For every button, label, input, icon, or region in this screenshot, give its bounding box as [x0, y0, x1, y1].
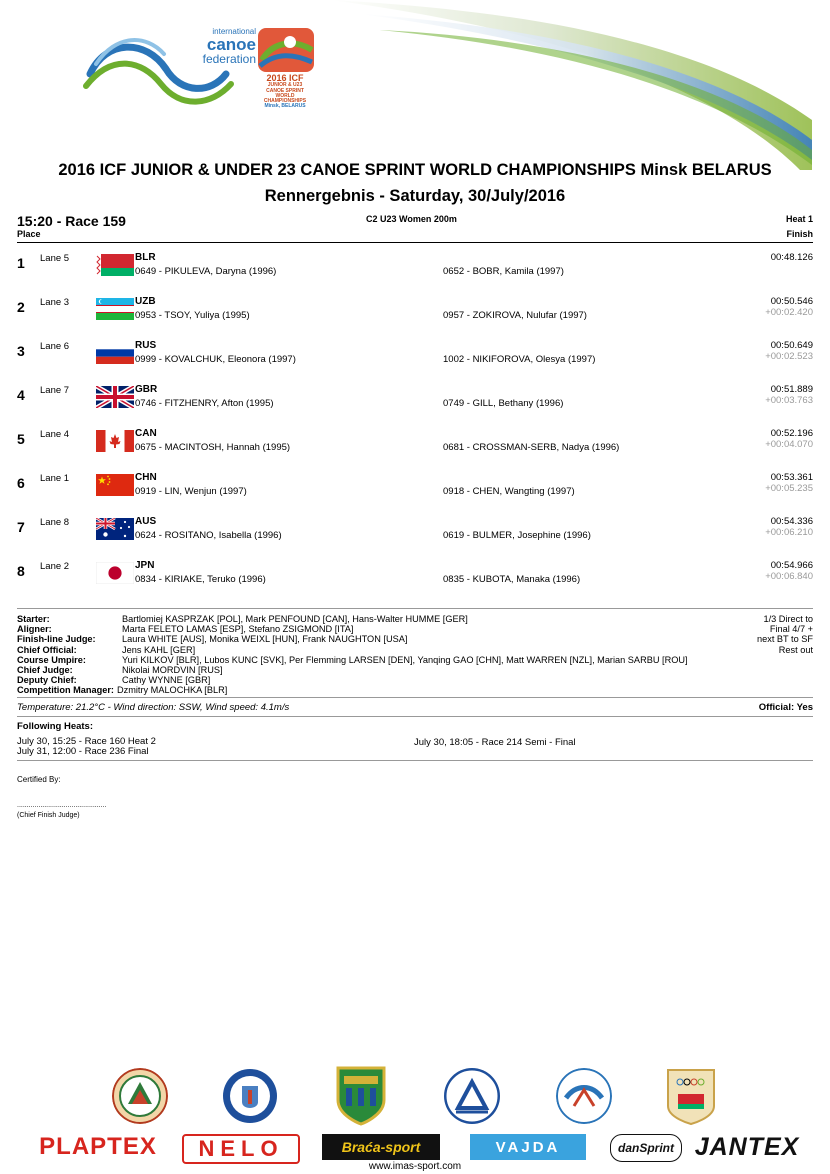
time-behind: +00:03.763: [765, 395, 813, 406]
nation-code: RUS: [135, 340, 157, 351]
lane-label: Lane 1: [40, 473, 70, 484]
progression-rules: [757, 614, 813, 655]
lane-label: Lane 6: [40, 341, 70, 352]
progression-line: Rest out: [778, 644, 813, 655]
result-row: [17, 252, 813, 292]
official-role: Course Umpire:: [17, 654, 86, 665]
progression-line: next BT to SF: [757, 634, 813, 645]
following-heats-left: [17, 737, 156, 757]
website-url: www.imas-sport.com: [368, 1161, 462, 1172]
nation-code: AUS: [135, 516, 157, 527]
flag-aus-icon: [96, 518, 134, 540]
results-divider: [17, 608, 813, 609]
official-row: [17, 645, 688, 655]
page-subtitle: Rennergebnis - Saturday, 30/July/2016: [264, 187, 566, 205]
icf-logo-line2: canoe: [206, 35, 256, 54]
finish-time: 00:50.649: [770, 340, 813, 351]
officials-list: [17, 614, 688, 696]
lane-label: Lane 8: [40, 517, 70, 528]
race-time-number: 15:20 - Race 159: [17, 213, 126, 229]
nation-code: CHN: [135, 472, 157, 483]
seal-emblem-5-icon: [556, 1068, 612, 1124]
flag-blr-icon: [96, 254, 134, 276]
place-number: 8: [17, 563, 25, 579]
athlete-1: 0649 - PIKULEVA, Daryna (1996): [135, 266, 277, 277]
nation-code: GBR: [135, 384, 158, 395]
place-number: 6: [17, 475, 25, 491]
athlete-2: 0957 - ZOKIROVA, Nulufar (1997): [443, 310, 587, 321]
time-behind: +00:02.420: [765, 307, 813, 318]
sponsor-plaptex: PLAPTEX: [39, 1133, 157, 1160]
athlete-1: 0999 - KOVALCHUK, Eleonora (1997): [135, 354, 296, 365]
official-role: Competition Manager:: [17, 685, 114, 696]
time-behind: +00:06.840: [765, 571, 813, 582]
official-names: Nikolai MORDVIN [RUS]: [122, 665, 223, 676]
official-row: [17, 614, 688, 624]
weather-info: Temperature: 21.2°C - Wind direction: SSW, Wind speed: 4.1m/s: [17, 702, 290, 713]
time-behind: +00:05.235: [765, 483, 813, 494]
athlete-1: 0834 - KIRIAKE, Teruko (1996): [135, 574, 266, 585]
athlete-2: 1002 - NIKIFOROVA, Olesya (1997): [443, 354, 596, 365]
icf-logo-text: [176, 28, 256, 65]
finish-time: 00:54.966: [770, 560, 813, 571]
athlete-1: 0919 - LIN, Wenjun (1997): [135, 486, 247, 497]
following-divider: [17, 760, 813, 761]
official-names: Cathy WYNNE [GBR]: [122, 675, 211, 686]
official-names: Laura WHITE [AUS], Monika WEIXL [HUN], Frank NAUGHTON [USA]: [122, 634, 408, 645]
flag-gbr-icon: [96, 386, 134, 408]
flag-chn-icon: [96, 474, 134, 496]
signature-role: (Chief Finish Judge): [17, 812, 80, 819]
nation-code: CAN: [135, 428, 157, 439]
place-number: 1: [17, 255, 25, 271]
sponsor-dansprint: danSprint: [610, 1134, 682, 1162]
seal-emblem-4-icon: [444, 1068, 500, 1124]
official-names: Bartlomiej KASPRZAK [POL], Mark PENFOUND [CAN], Hans-Walter HUMME [GER]: [122, 614, 468, 624]
official-names: Jens KAHL [GER]: [122, 644, 196, 655]
progression-line: Final 4/7 +: [769, 624, 813, 635]
nation-code: UZB: [135, 296, 156, 307]
event-name: C2 U23 Women 200m: [366, 214, 457, 224]
finish-time: 00:50.546: [770, 296, 813, 307]
result-row: [17, 384, 813, 424]
official-row: [17, 675, 688, 685]
following-heats-label: Following Heats:: [17, 721, 93, 732]
official-row: [17, 685, 688, 695]
finish-column-header: Finish: [786, 229, 813, 239]
seal-emblem-3-icon: [334, 1064, 388, 1126]
finish-time: 00:51.889: [770, 384, 813, 395]
result-row: [17, 428, 813, 468]
header-swoosh-graphic: [0, 0, 830, 170]
athlete-1: 0624 - ROSITANO, Isabella (1996): [135, 530, 282, 541]
lane-label: Lane 5: [40, 253, 70, 264]
official-status: Official: Yes: [758, 702, 813, 713]
official-role: Starter:: [17, 614, 50, 624]
result-row: [17, 472, 813, 512]
icf-logo-line1: international: [212, 27, 256, 36]
officials-divider: [17, 697, 813, 698]
place-number: 5: [17, 431, 25, 447]
place-number: 4: [17, 387, 25, 403]
flag-jpn-icon: [96, 562, 134, 584]
event-logo: [258, 28, 314, 72]
lane-label: Lane 3: [40, 297, 70, 308]
event-logo-line2: JUNIOR & U23: [267, 82, 303, 89]
official-role: Chief Official:: [17, 644, 77, 655]
finish-time: 00:53.361: [770, 472, 813, 483]
place-number: 2: [17, 299, 25, 315]
official-names: Dzmitry MALOCHKA [BLR]: [116, 685, 228, 696]
icf-logo-line3: federation: [202, 52, 256, 66]
time-behind: +00:02.523: [765, 351, 813, 362]
result-row: [17, 516, 813, 556]
result-row: [17, 340, 813, 380]
time-behind: +00:04.070: [765, 439, 813, 450]
lane-label: Lane 4: [40, 429, 70, 440]
nation-code: JPN: [135, 560, 155, 571]
sponsor-braca-sport: Braća-sport: [322, 1134, 440, 1160]
lane-label: Lane 7: [40, 385, 70, 396]
following-heat: July 30, 18:05 - Race 214 Semi - Final: [414, 737, 576, 748]
official-row: [17, 634, 688, 644]
result-row: [17, 560, 813, 600]
seal-emblem-1-icon: [112, 1068, 168, 1124]
place-column-header: Place: [17, 229, 41, 239]
athlete-2: 0918 - CHEN, Wangting (1997): [443, 486, 575, 497]
place-number: 3: [17, 343, 25, 359]
event-logo-line4: WORLD CHAMPIONSHIPS: [263, 92, 307, 105]
time-behind: +00:06.210: [765, 527, 813, 538]
flag-can-icon: [96, 430, 134, 452]
official-role: Deputy Chief:: [17, 675, 77, 686]
athlete-1: 0675 - MACINTOSH, Hannah (1995): [135, 442, 291, 453]
finish-time: 00:52.196: [770, 428, 813, 439]
official-role: Aligner:: [17, 624, 52, 635]
event-logo-line3: CANOE SPRINT: [266, 87, 304, 94]
event-logo-line5: Minsk, BELARUS: [264, 103, 306, 110]
athlete-2: 0619 - BULMER, Josephine (1996): [443, 530, 591, 541]
seal-emblem-2-icon: [222, 1068, 278, 1124]
nation-code: BLR: [135, 252, 156, 263]
certified-by-label: Certified By:: [17, 775, 61, 784]
signature-line: ..............................................: [17, 802, 107, 809]
following-heat: July 31, 12:00 - Race 236 Final: [17, 746, 149, 757]
flag-uzb-icon: [96, 298, 134, 320]
athlete-2: 0681 - CROSSMAN-SERB, Nadya (1996): [443, 442, 620, 453]
official-role: Finish-line Judge:: [17, 634, 96, 645]
event-logo-text: [255, 74, 315, 110]
header-divider: [17, 242, 813, 243]
official-names: Marta FELETO LAMAS [ESP], Stefano ZSIGMOND [ITA]: [122, 624, 354, 635]
finish-time: 00:54.336: [770, 516, 813, 527]
official-row: [17, 624, 688, 634]
sponsor-vajda: VAJDA: [470, 1134, 586, 1160]
official-names: Yuri KILKOV [BLR], Lubos KUNC [SVK], Per Flemming LARSEN [DEN], Yanqing GAO [CHN], Matt WARREN [NZL], Marian SARBU [ROU]: [122, 654, 688, 665]
following-heat: July 30, 15:25 - Race 160 Heat 2: [17, 736, 156, 747]
flag-rus-icon: [96, 342, 134, 364]
seal-emblem-6-icon: [664, 1066, 718, 1126]
result-row: [17, 296, 813, 336]
athlete-1: 0953 - TSOY, Yuliya (1995): [135, 310, 250, 321]
athlete-2: 0652 - BOBR, Kamila (1997): [443, 266, 564, 277]
lane-label: Lane 2: [40, 561, 70, 572]
athlete-2: 0835 - KUBOTA, Manaka (1996): [443, 574, 581, 585]
progression-line: 1/3 Direct to: [763, 614, 813, 624]
weather-divider: [17, 716, 813, 717]
event-logo-line1: 2016 ICF: [266, 73, 304, 83]
sponsor-jantex: JANTEX: [694, 1132, 800, 1161]
page-title: 2016 ICF JUNIOR & UNDER 23 CANOE SPRINT WORLD CHAMPIONSHIPS Minsk BELARUS: [58, 161, 772, 179]
athlete-2: 0749 - GILL, Bethany (1996): [443, 398, 564, 409]
place-number: 7: [17, 519, 25, 535]
sponsor-nelo: NELO: [182, 1134, 300, 1164]
official-role: Chief Judge:: [17, 665, 73, 676]
athlete-1: 0746 - FITZHENRY, Afton (1995): [135, 398, 274, 409]
official-row: [17, 665, 688, 675]
heat-label: Heat 1: [785, 214, 813, 224]
official-row: [17, 655, 688, 665]
finish-time: 00:48.126: [770, 252, 813, 263]
